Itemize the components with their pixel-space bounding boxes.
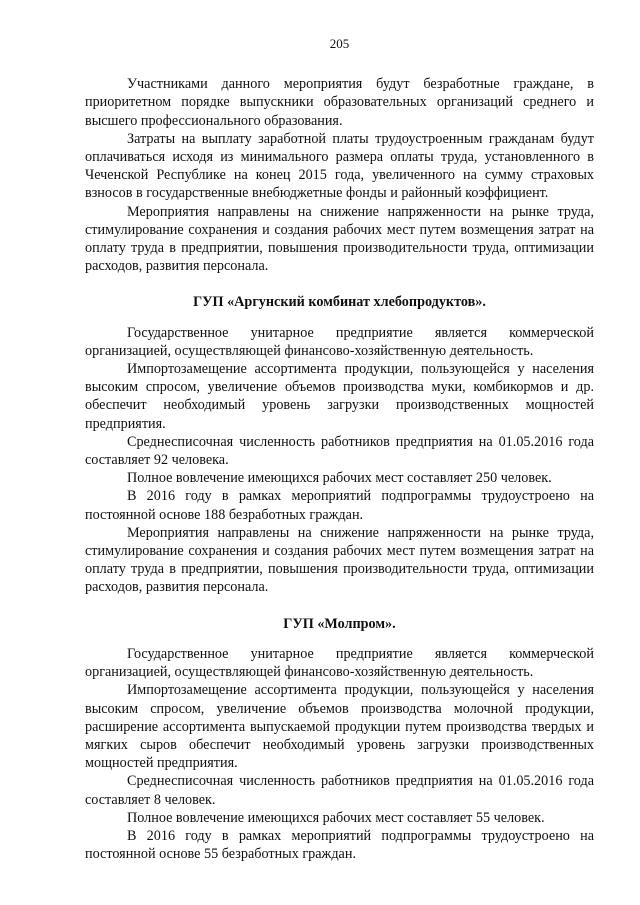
section-argun — [85, 293, 594, 596]
paragraph: В 2016 году в рамках мероприятий подпрограммы трудоустроено на постоянной основе 55 безработных граждан. — [85, 827, 594, 863]
paragraph: В 2016 году в рамках мероприятий подпрограммы трудоустроено на постоянной основе 188 безработных граждан. — [85, 488, 594, 523]
paragraph: Среднесписочная численность работников предприятия на 01.05.2016 года составляет 8 человек. — [85, 773, 594, 808]
paragraph: Участниками данного мероприятия будут безработные граждане, в приоритетном порядке выпускники образовательных организаций среднего и высшего профессионального образования. — [85, 76, 594, 129]
section-title: ГУП «Молпром». — [283, 615, 396, 632]
section-title: ГУП «Аргунский комбинат хлебопродуктов». — [193, 294, 486, 311]
paragraph: Мероприятия направлены на снижение напряженности на рынке труда, стимулирование сохранения и создания рабочих мест путем возмещения затрат на оплату труда в предприятии, повышения производительности труда, оптимизации расходов, развития персонала. — [85, 203, 594, 275]
paragraph: Мероприятия направлены на снижение напряженности на рынке труда, стимулирование сохранения и создания рабочих мест путем возмещения затрат на оплату труда в предприятии, повышения производительности труда, оптимизации расходов, развития персонала. — [85, 524, 594, 596]
paragraph: Государственное унитарное предприятие является коммерческой организацией, осуществляющей финансово-хозяйственную деятельность. — [85, 324, 594, 359]
paragraph: Государственное унитарное предприятие является коммерческой организацией, осуществляющей финансово-хозяйственную деятельность. — [85, 645, 594, 681]
intro-block — [85, 75, 594, 275]
paragraph: Импортозамещение ассортимента продукции, пользующейся у населения высоким спросом, увеличение объемов производства муки, комбикормов и др. обеспечит необходимый уровень загрузки производственных мощностей предприятия. — [85, 361, 594, 432]
paragraph: Среднесписочная численность работников предприятия на 01.05.2016 года составляет 92 человека. — [85, 433, 594, 469]
paragraph: Затраты на выплату заработной платы трудоустроенным гражданам будут оплачиваться исходя из минимального размера оплаты труда, установленного в Чеченской Республике на конец 2015 года, увеличенного на сумму страховых взносов в государственные внебюджетные фонды и районный коэффициент. — [85, 130, 594, 202]
section-molprom — [85, 615, 594, 864]
page-number: 205 — [329, 36, 350, 51]
paragraph: Полное вовлечение имеющихся рабочих мест составляет 55 человек. — [127, 809, 545, 826]
paragraph: Импортозамещение ассортимента продукции, пользующейся у населения высоким спросом, увеличение объемов производства молочной продукции, расширение ассортимента выпускаемой продукции путем производства твердых и мягких сыров обеспечит необходимый уровень загрузки производственных мощностей предприятия. — [85, 682, 594, 772]
paragraph: Полное вовлечение имеющихся рабочих мест составляет 250 человек. — [127, 470, 552, 487]
